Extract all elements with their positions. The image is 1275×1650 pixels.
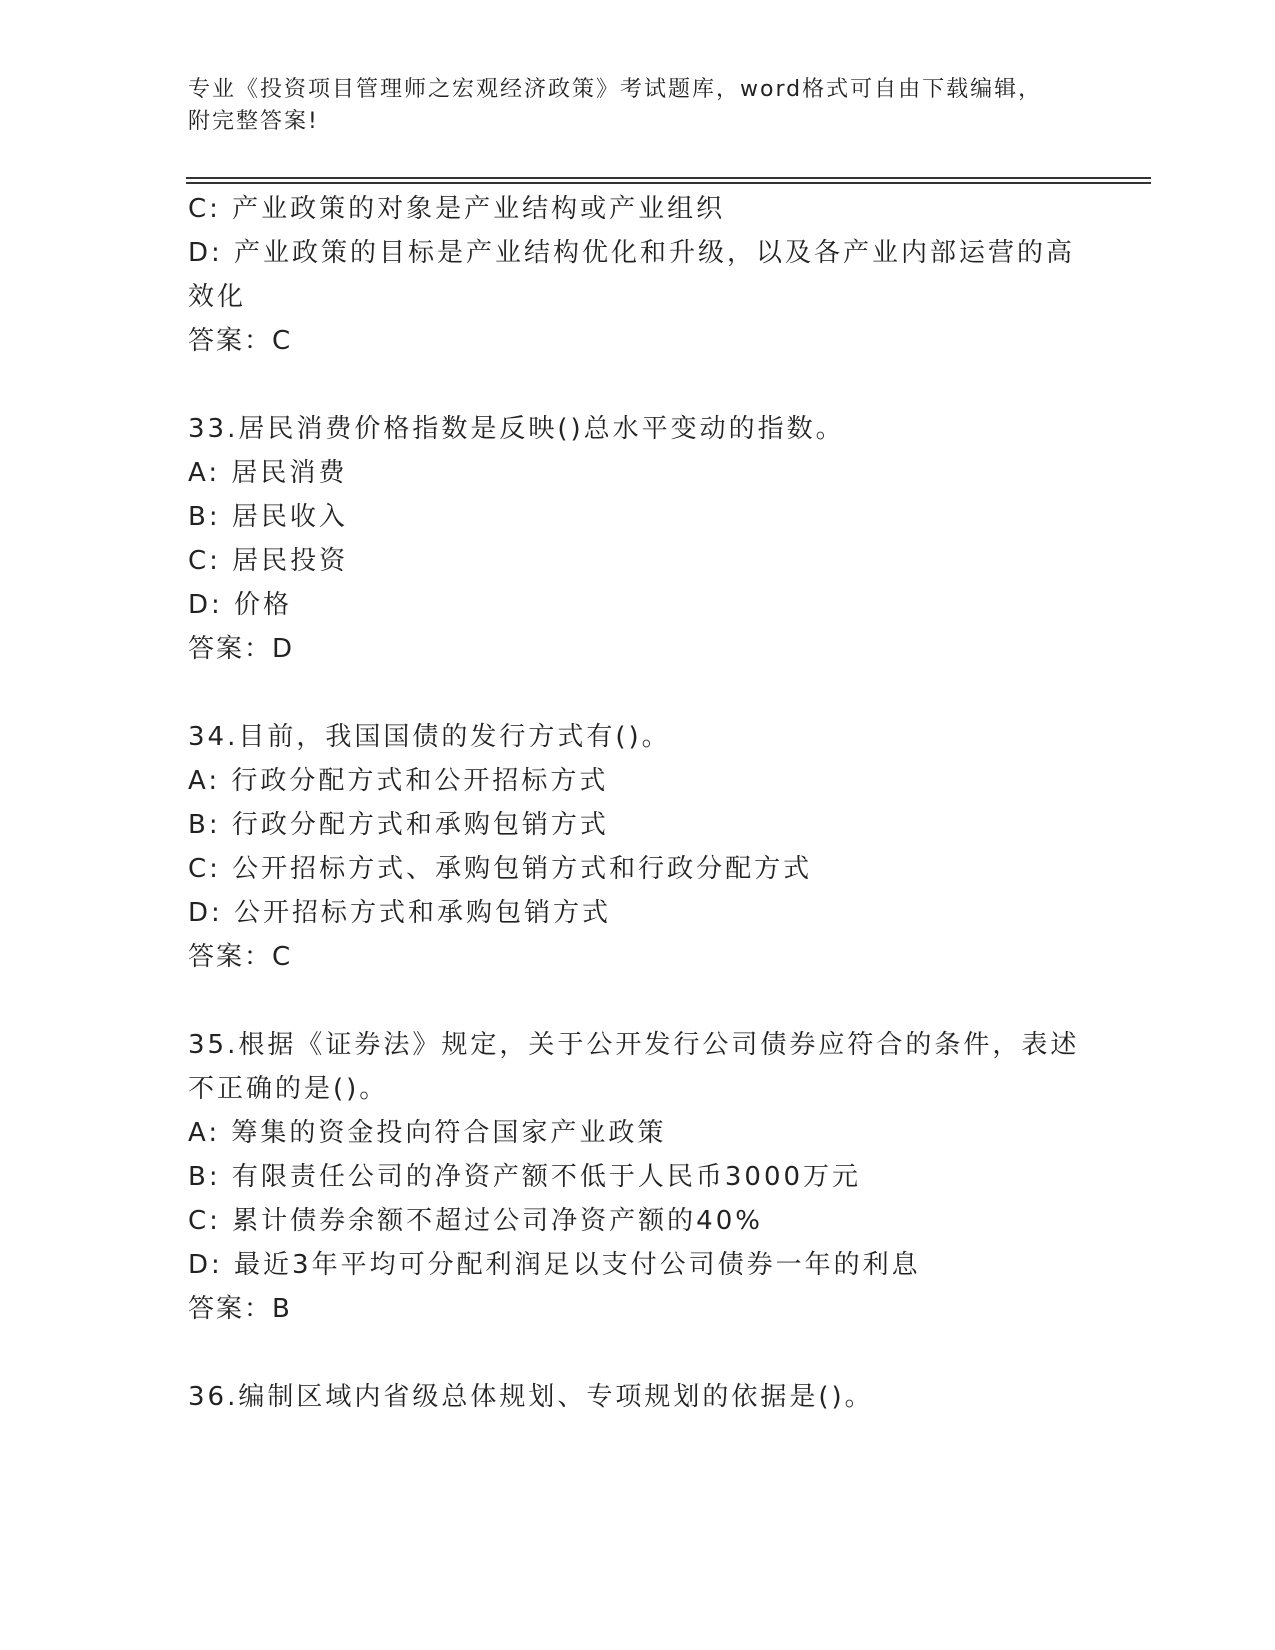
- prev-answer: 答案：C: [188, 326, 293, 356]
- header-line-2: 附完整答案!: [188, 109, 319, 134]
- q36-stem: 36.编制区域内省级总体规划、专项规划的依据是()。: [188, 1382, 874, 1412]
- q33-option-d: D: 价格: [188, 590, 293, 620]
- q35-stem-line-1: 35.根据《证券法》规定，关于公开发行公司债券应符合的条件，表述: [188, 1030, 1080, 1060]
- q35-option-d: D: 最近3年平均可分配利润足以支付公司债券一年的利息: [188, 1250, 921, 1280]
- document-header: [188, 74, 1088, 138]
- q34-option-a: A: 行政分配方式和公开招标方式: [188, 766, 609, 796]
- q34-answer: 答案：C: [188, 942, 293, 972]
- q33-option-b: B: 居民收入: [188, 502, 348, 532]
- q33-option-a: A: 居民消费: [188, 458, 348, 488]
- q33-stem: 33.居民消费价格指数是反映()总水平变动的指数。: [188, 414, 845, 444]
- q34-option-c: C: 公开招标方式、承购包销方式和行政分配方式: [188, 854, 813, 884]
- q35-answer: 答案：B: [188, 1294, 292, 1324]
- q35-stem-line-2: 不正确的是()。: [188, 1074, 389, 1104]
- q34-stem: 34.目前，我国国债的发行方式有()。: [188, 722, 671, 752]
- q33-option-c: C: 居民投资: [188, 546, 349, 576]
- q35-option-a: A: 筹集的资金投向符合国家产业政策: [188, 1118, 667, 1148]
- prev-option-d-line-1: D: 产业政策的目标是产业结构优化和升级，以及各产业内部运营的高: [188, 238, 1076, 268]
- prev-option-d-line-2: 效化: [188, 282, 247, 312]
- header-line-1: 专业《投资项目管理师之宏观经济政策》考试题库，word格式可自由下载编辑，: [188, 77, 1043, 102]
- q34-option-b: B: 行政分配方式和承购包销方式: [188, 810, 609, 840]
- header-divider-bottom: [186, 182, 1151, 184]
- header-divider-top: [186, 177, 1151, 179]
- prev-option-c: C: 产业政策的对象是产业结构或产业组织: [188, 194, 726, 224]
- q33-answer: 答案：D: [188, 634, 295, 664]
- q34-option-d: D: 公开招标方式和承购包销方式: [188, 898, 612, 928]
- q35-option-c: C: 累计债券余额不超过公司净资产额的40%: [188, 1206, 763, 1236]
- q35-option-b: B: 有限责任公司的净资产额不低于人民币3000万元: [188, 1162, 862, 1192]
